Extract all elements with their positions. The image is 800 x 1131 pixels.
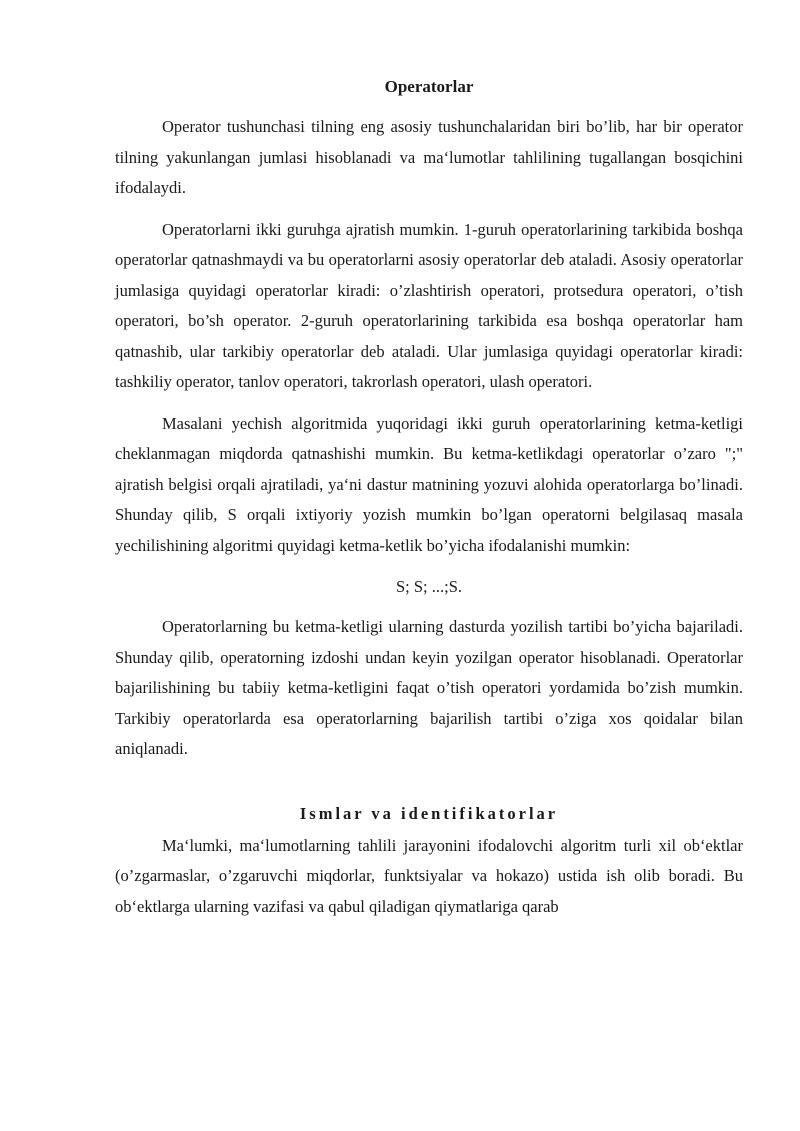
paragraph-operator-sequence: Masalani yechish algoritmida yuqoridagi ikki guruh operatorlarining ketma-ketligi cheklanmagan miqdorda qatnashishi mumkin. Bu ketma-ketlikdagi operatorlar o’zaro ";" ajratish belgisi orqali ajratiladi, ya‘ni dastur matnining yozuvi alohida operatorlarga bo’linadi. Shunday qilib, S orqali ixtiyoriy yozish mumkin bo’lgan operatorni belgilasaq masala yechilishining algoritmi quyidagi ketma-ketlik bo’yicha ifodalanishi mumkin: <box>115 413 743 555</box>
paragraph-names-identifiers: Ma‘lumki, ma‘lumotlarning tahlili jarayonini ifodalovchi algoritm turli xil ob‘ektlar (o’zgarmaslar, o’zgaruvchi miqdorlar, funktsiyalar va hokazo) ustida ish olib boradi. Bu ob‘ektlarga ularning vazifasi va qabul qiladigan qiymatlariga qarab <box>115 835 743 916</box>
document-page <box>115 70 743 922</box>
section-heading: Ismlar va identifikatorlar <box>299 803 559 823</box>
paragraph-execution-order: Operatorlarning bu ketma-ketligi ularning dasturda yozilish tartibi bo’yicha bajariladi. Shunday qilib, operatorning izdoshi undan keyin yozilgan operator hisoblanadi. Operatorlar bajarilishining bu tabiiy ketma-ketligini faqat o’tish operatori yordamida bo’zish mumkin. Tarkibiy operatorlarda esa operatorlarning bajarilish tartibi o’ziga xos qoidalar bilan aniqlanadi. <box>115 617 743 758</box>
sequence-formula: S; S; ...;S. <box>395 577 463 596</box>
paragraph-operator-definition: Operator tushunchasi tilning eng asosiy tushunchalaridan biri bo’lib, har bir operator tilning yakunlangan jumlasi hisoblanadi va ma‘lumotlar tahlilining tugallangan bosqichini ifodalaydi. <box>115 117 743 197</box>
paragraph-operator-groups: Operatorlarni ikki guruhga ajratish mumkin. 1-guruh operatorlarining tarkibida boshqa operatorlar qatnashmaydi va bu operatorlarni asosiy operatorlar deb ataladi. Asosiy operatorlar jumlasiga quyidagi operatorlar kiradi: o’zlashtirish operatori, protsedura operatori, o’tish operatori, bo’sh operator. 2-guruh operatorlarining tarkibida esa boshqa operatorlar ham qatnashib, ular tarkibiy operatorlar deb ataladi. Ular jumlasiga quyidagi operatorlar kiradi: tashkiliy operator, tanlov operatori, takrorlash operatori, ulash operatori. <box>115 219 743 391</box>
page-title: Operatorlar <box>384 77 474 96</box>
